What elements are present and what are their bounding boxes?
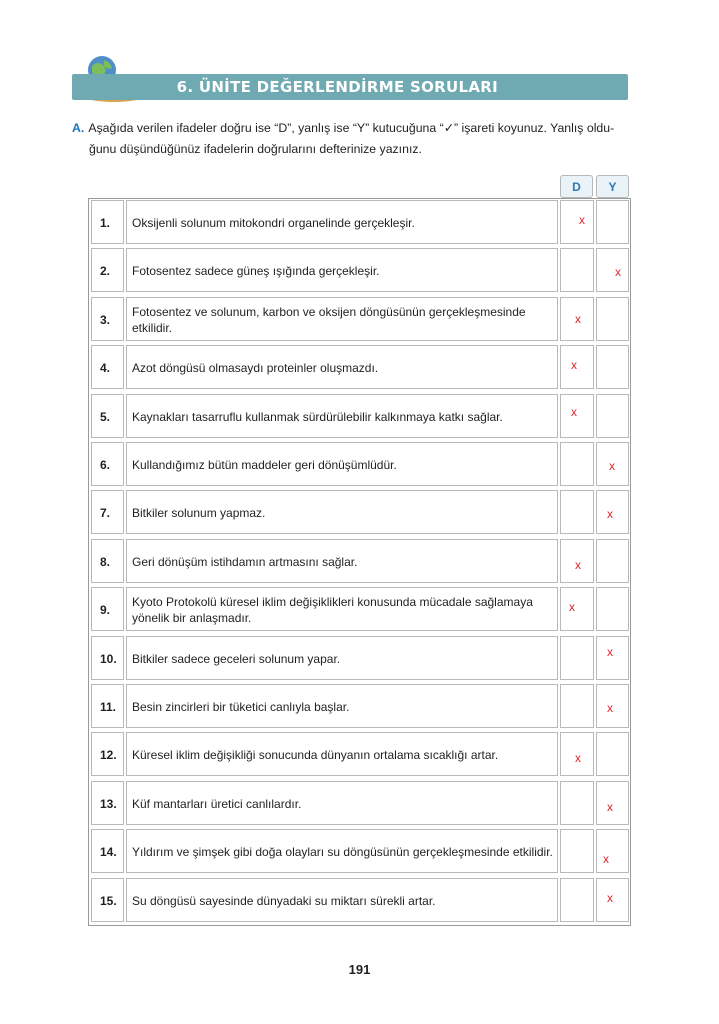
row-number: 3. (100, 312, 111, 327)
answer-mark: x (607, 507, 613, 522)
section-banner (72, 74, 628, 100)
y-checkbox[interactable] (596, 490, 629, 534)
row-number-cell (91, 636, 124, 680)
y-checkbox[interactable] (596, 878, 629, 922)
row-number: 1. (100, 216, 111, 230)
d-checkbox[interactable] (560, 781, 594, 825)
row-number: 9. (100, 603, 111, 618)
statement-cell (126, 442, 558, 486)
statement-text: Su döngüsü sayesinde dünyadaki su miktarı sürekli artar. (132, 893, 436, 908)
statement-text: Kaynakları tasarruflu kullanmak sürdürülebilir kalkınmaya katkı sağlar. (132, 409, 503, 424)
d-checkbox[interactable] (560, 539, 594, 583)
answer-mark: x (571, 358, 577, 373)
d-checkbox[interactable] (560, 394, 594, 438)
instructions (72, 118, 632, 160)
row-number: 10. (100, 651, 117, 666)
statement-cell (126, 878, 558, 922)
row-number: 5. (100, 409, 111, 424)
answer-mark: x (579, 213, 585, 227)
statement-text: Oksijenli solunum mitokondri organelinde gerçekleşir. (132, 216, 415, 230)
d-checkbox[interactable] (560, 587, 594, 631)
statement-cell (126, 297, 558, 341)
y-checkbox[interactable] (596, 684, 629, 728)
d-checkbox[interactable] (560, 248, 594, 292)
column-header-d: D (560, 175, 593, 198)
table-row (90, 296, 630, 342)
statement-cell (126, 781, 558, 825)
y-checkbox[interactable] (596, 248, 629, 292)
row-number: 6. (100, 458, 111, 472)
statement-cell (126, 636, 558, 680)
statement-text: Azot döngüsü olmasaydı proteinler oluşmazdı. (132, 361, 379, 376)
row-number: 14. (100, 845, 117, 860)
table-row (90, 538, 630, 584)
y-checkbox[interactable] (596, 587, 629, 631)
statement-text: Fotosentez sadece güneş ışığında gerçekleşir. (132, 264, 380, 279)
row-number: 4. (100, 361, 111, 376)
d-checkbox[interactable] (560, 442, 594, 486)
y-checkbox[interactable] (596, 394, 629, 438)
answer-mark: x (609, 459, 615, 473)
row-number: 7. (100, 506, 111, 521)
d-checkbox[interactable] (560, 878, 594, 922)
y-checkbox[interactable] (596, 200, 629, 244)
d-checkbox[interactable] (560, 490, 594, 534)
row-number-cell (91, 587, 124, 631)
row-number-cell (91, 442, 124, 486)
statement-cell (126, 829, 558, 873)
y-checkbox[interactable] (596, 442, 629, 486)
table-row (90, 877, 630, 923)
table-row (90, 489, 630, 535)
answer-mark: x (607, 701, 613, 715)
statement-cell (126, 732, 558, 776)
statement-cell (126, 248, 558, 292)
statement-text: Fotosentez ve solunum, karbon ve oksijen döngüsünün gerçekleşmesinde etkilidir. (132, 304, 526, 335)
statement-text: Besin zincirleri bir tüketici canlıyla başlar. (132, 700, 350, 714)
instruction-line-1: Aşağıda verilen ifadeler doğru ise “D”, yanlış ise “Y” kutucuğuna “✓” işareti koyunuz. Yanlış oldu- (88, 121, 615, 135)
y-checkbox[interactable] (596, 732, 629, 776)
d-checkbox[interactable] (560, 829, 594, 873)
row-number-cell (91, 781, 124, 825)
answer-mark: x (607, 799, 613, 814)
row-number-cell (91, 200, 124, 244)
answer-mark: x (615, 265, 621, 280)
table-row (90, 731, 630, 777)
statement-cell (126, 200, 558, 244)
statement-text: Yıldırım ve şimşek gibi doğa olayları su döngüsünün gerçekleşmesinde etkilidir. (132, 845, 553, 860)
statement-text: Küresel iklim değişikliği sonucunda dünyanın ortalama sıcaklığı artar. (132, 748, 499, 763)
answer-mark: x (575, 557, 581, 572)
statement-text: Kullandığımız bütün maddeler geri dönüşümlüdür. (132, 458, 397, 472)
d-checkbox[interactable] (560, 345, 594, 389)
table-row (90, 828, 630, 874)
instruction-line-2: ğunu düşündüğünüz ifadelerin doğrularını defterinize yazınız. (89, 142, 422, 156)
y-checkbox[interactable] (596, 297, 629, 341)
row-number-cell (91, 732, 124, 776)
statement-text: Küf mantarları üretici canlılardır. (132, 796, 302, 811)
table-row (90, 393, 630, 439)
statement-text: Kyoto Protokolü küresel iklim değişiklikleri konusunda mücadale sağlamaya yönelik bir anlaşmadır. (132, 595, 533, 626)
row-number-cell (91, 297, 124, 341)
table-row (90, 780, 630, 826)
row-number: 11. (100, 700, 117, 714)
table-row (90, 247, 630, 293)
row-number-cell (91, 539, 124, 583)
row-number-cell (91, 684, 124, 728)
table-row (90, 441, 630, 487)
answer-mark: x (571, 404, 577, 419)
answer-mark: x (575, 311, 581, 326)
row-number-cell (91, 829, 124, 873)
statement-cell (126, 684, 558, 728)
section-marker: A. (72, 121, 85, 135)
column-header-y: Y (596, 175, 629, 198)
answer-mark: x (607, 644, 613, 659)
row-number: 8. (100, 554, 111, 569)
row-number-cell (91, 248, 124, 292)
answer-mark: x (569, 600, 575, 615)
page-number: 191 (348, 962, 371, 977)
answer-mark: x (603, 852, 609, 867)
row-number-cell (91, 345, 124, 389)
row-number: 13. (100, 796, 117, 811)
d-checkbox[interactable] (560, 200, 594, 244)
table-row (90, 635, 630, 681)
table-row (90, 586, 630, 632)
statement-cell (126, 345, 558, 389)
d-checkbox[interactable] (560, 684, 594, 728)
y-checkbox[interactable] (596, 539, 629, 583)
statement-cell (126, 587, 558, 631)
d-checkbox[interactable] (560, 636, 594, 680)
y-checkbox[interactable] (596, 829, 629, 873)
table-row (90, 199, 630, 245)
y-checkbox[interactable] (596, 781, 629, 825)
row-number: 15. (100, 893, 117, 908)
statement-cell (126, 394, 558, 438)
statement-text: Bitkiler sadece geceleri solunum yapar. (132, 651, 341, 666)
statement-text: Geri dönüşüm istihdamın artmasını sağlar. (132, 554, 358, 569)
answer-mark: x (575, 751, 581, 766)
y-checkbox[interactable] (596, 345, 629, 389)
table-row (90, 344, 630, 390)
statement-cell (126, 490, 558, 534)
row-number-cell (91, 394, 124, 438)
y-checkbox[interactable] (596, 636, 629, 680)
row-number: 12. (100, 748, 117, 763)
statement-cell (126, 539, 558, 583)
statement-text: Bitkiler solunum yapmaz. (132, 506, 266, 521)
row-number-cell (91, 490, 124, 534)
table-row (90, 683, 630, 729)
row-number: 2. (100, 264, 111, 279)
answer-mark: x (607, 890, 613, 905)
row-number-cell (91, 878, 124, 922)
d-checkbox[interactable] (560, 732, 594, 776)
page-title: 6. ÜNİTE DEĞERLENDİRME SORULARI (176, 78, 498, 96)
d-checkbox[interactable] (560, 297, 594, 341)
